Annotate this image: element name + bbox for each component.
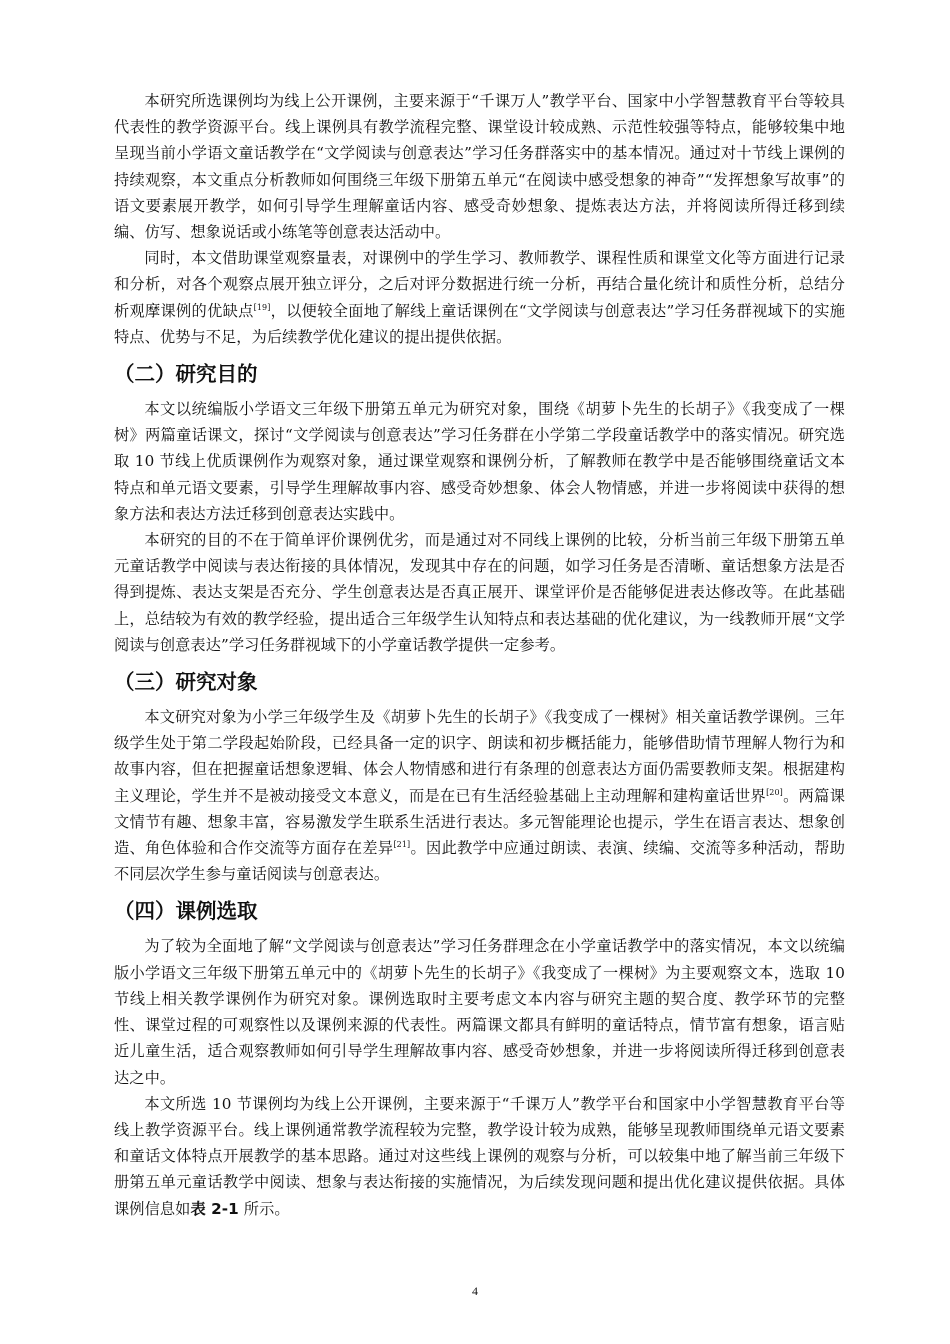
purpose-paragraph-1: 本文以统编版小学语文三年级下册第五单元为研究对象，围绕《胡萝卜先生的长胡子》《我变成了一棵树》两篇童话课文，探讨“文学阅读与创意表达”学习任务群在小学第二学段童话教学中的落实情况。研究选取 10 节线上优质课例作为观察对象，通过课堂观察和课例分析，了解教师在教学中是否能够围绕童话文本特点和单元语文要素，引导学生理解故事内容、感受奇妙想象、体会人物情感，并进一步将阅读中获得的想象方法和表达方法迁移到创意表达实践中。	[114, 400, 845, 523]
intro-paragraph-1: 本研究所选课例均为线上公开课例，主要来源于“千课万人”教学平台、国家中小学智慧教育平台等较具代表性的教学资源平台。线上课例具有教学流程完整、课堂设计较成熟、示范性较强等特点，能够较集中地呈现当前小学语文童话教学在“文学阅读与创意表达”学习任务群落实中的基本情况。通过对十节线上课例的持续观察，本文重点分析教师如何围绕三年级下册第五单元“在阅读中感受想象的神奇”“发挥想象写故事”的语文要素展开教学，如何引导学生理解童话内容、感受奇妙想象、提炼表达方法，并将阅读所得迁移到续编、仿写、想象说话或小练笔等创意表达活动中。	[114, 92, 845, 242]
subjects-paragraph-1	[114, 704, 845, 887]
case-selection-text-a: 本文所选 10 节课例均为线上公开课例，主要来源于“千课万人”教学平台和国家中小学智慧教育平台等线上教学资源平台。线上课例通常教学流程较为完整，教学设计较为成熟，能够呈现教师围绕单元语文要素和童话文体特点开展教学的基本思路。通过对这些线上课例的观察与分析，可以较集中地了解当前三年级下册第五单元童话教学中阅读、想象与表达衔接的实施情况，为后续发现问题和提出优化建议提供依据。具体课例信息如	[114, 1094, 845, 1218]
case-selection-paragraph-1: 为了较为全面地了解“文学阅读与创意表达”学习任务群理念在小学童话教学中的落实情况，本文以统编版小学语文三年级下册第五单元中的《胡萝卜先生的长胡子》《我变成了一棵树》为主要观察文本，选取 10 节线上相关教学课例作为研究对象。课例选取时主要考虑文本内容与研究主题的契合度、教学环节的完整性、课堂过程的可观察性以及课例来源的代表性。两篇课文都具有鲜明的童话特点，情节富有想象，语言贴近儿童生活，适合观察教师如何引导学生理解故事内容、感受奇妙想象，并进一步将阅读所得迁移到创意表达之中。	[114, 937, 845, 1087]
intro-p2-text-b: ，以便较全面地了解线上童话课例在“文学阅读与创意表达”学习任务群视域下的实施特点、优势与不足，为后续教学优化建议的提出提供依据。	[114, 301, 845, 346]
intro-p2-text-a: 同时，本文借助课堂观察量表，对课例中的学生学习、教师教学、课程性质和课堂文化等方面进行记录和分析，对各个观察点展开独立评分，之后对评分数据进行统一分析，再结合量化统计和质性分析，总结分析观摩课例的优缺点	[114, 249, 845, 320]
purpose-paragraph-2: 本研究的目的不在于简单评价课例优劣，而是通过对不同线上课例的比较，分析当前三年级下册第五单元童话教学中阅读与表达衔接的具体情况，发现其中存在的问题，如学习任务是否清晰、童话想象方法是否得到提炼、表达支架是否充分、学生创意表达是否真正展开、课堂评价是否能够促进表达修改等。在此基础上，总结较为有效的教学经验，提出适合三年级学生认知特点和表达基础的优化建议，为一线教师开展“文学阅读与创意表达”学习任务群视域下的小学童话教学提供一定参考。	[114, 531, 845, 654]
table-reference-link[interactable]: 表 2-1	[190, 1199, 239, 1218]
case-selection-paragraph-2	[114, 1091, 845, 1222]
section-heading-purpose: （二）研究目的	[114, 362, 258, 387]
subjects-text-a: 本文研究对象为小学三年级学生及《胡萝卜先生的长胡子》《我变成了一棵树》相关童话教学课例。三年级学生处于第二学段起始阶段，已经具备一定的识字、朗读和初步概括能力，能够借助情节理解人物行为和故事内容，但在把握童话想象逻辑、体会人物情感和进行有条理的创意表达方面仍需要教师支架。根据建构主义理论，学生并不是被动接受文本意义，而是在已有生活经验基础上主动理解和建构童话世界	[114, 708, 845, 805]
intro-paragraph-2	[114, 245, 845, 350]
section-heading-subjects: （三）研究对象	[114, 670, 258, 695]
citation-19: [19]	[253, 302, 271, 312]
subjects-text-c: 。因此教学中应通过朗读、表演、续编、交流等多种活动，帮助不同层次学生参与童话阅读与创意表达。	[114, 839, 845, 884]
citation-20: [20]	[766, 787, 783, 797]
citation-21: [21]	[393, 840, 411, 850]
case-selection-text-b: 所示。	[238, 1199, 290, 1218]
page-number: 4	[472, 1284, 478, 1298]
section-heading-case-selection: （四）课例选取	[114, 899, 258, 924]
subjects-text-b: 。两篇课文情节有趣、想象丰富，容易激发学生联系生活进行表达。多元智能理论也提示，学生在语言表达、想象创造、角色体验和合作交流等方面存在差异	[114, 786, 845, 858]
